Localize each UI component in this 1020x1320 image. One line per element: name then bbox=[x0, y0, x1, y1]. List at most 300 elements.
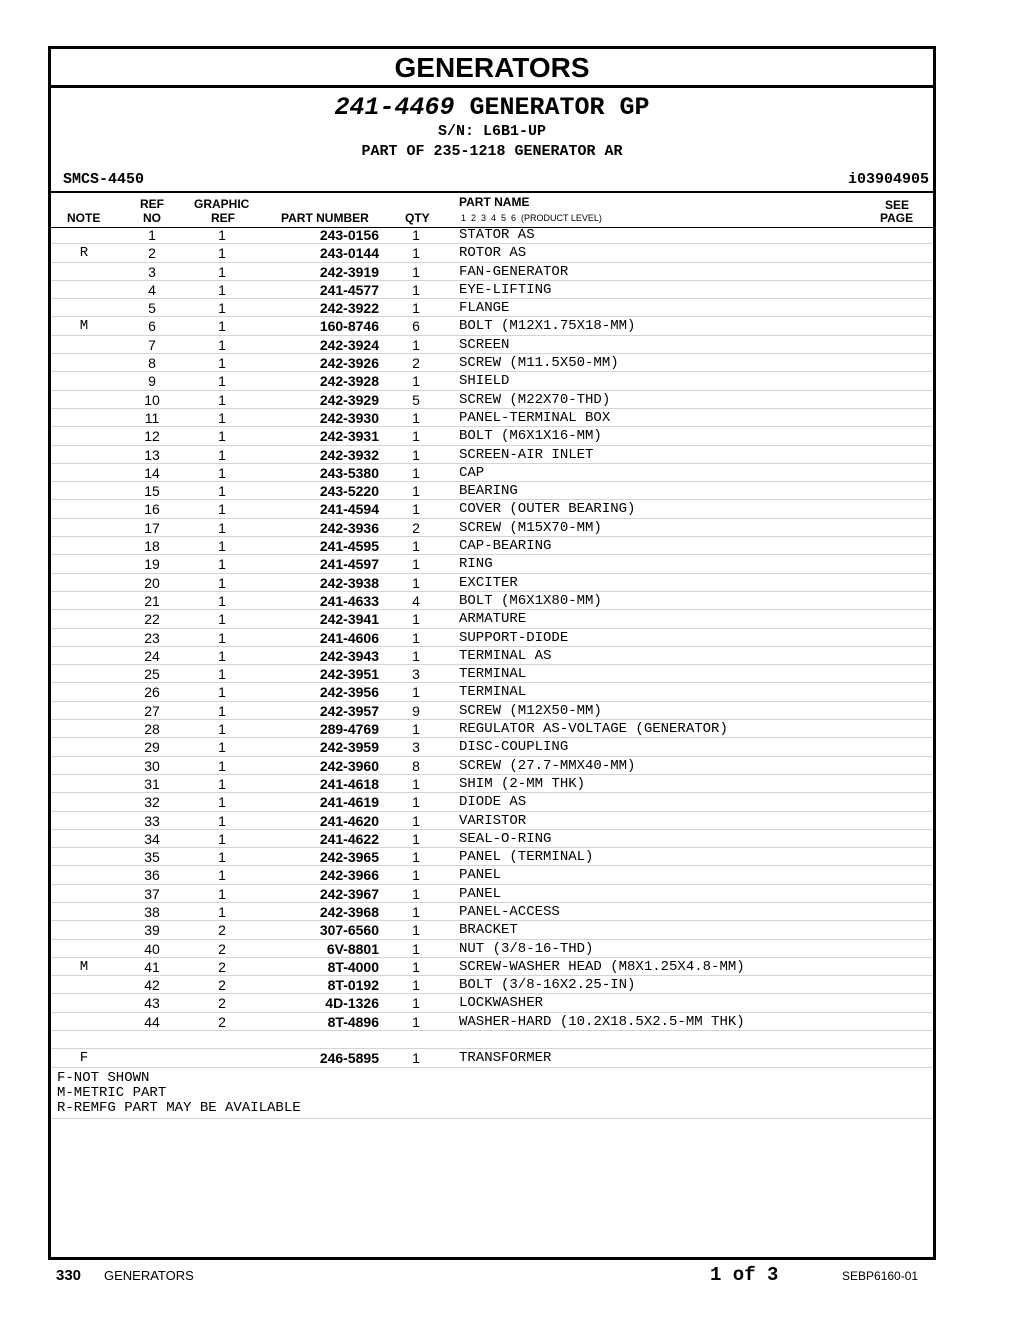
ref-no-cell: 8 bbox=[148, 355, 156, 372]
part-number-cell: 243-5380 bbox=[319, 464, 379, 481]
qty-cell: 1 bbox=[412, 977, 420, 994]
ref-no-cell: 9 bbox=[148, 373, 156, 390]
qty-cell: 1 bbox=[412, 885, 420, 902]
qty-cell: 1 bbox=[412, 464, 420, 481]
graphic-ref-cell: 1 bbox=[218, 519, 226, 536]
qty-cell: 1 bbox=[412, 409, 420, 426]
qty-cell: 1 bbox=[412, 538, 420, 555]
graphic-ref-cell: 1 bbox=[218, 227, 226, 243]
qty-cell: 1 bbox=[412, 958, 420, 975]
document-identifier: i03904905 bbox=[847, 171, 929, 188]
part-number-cell: 8T-0192 bbox=[327, 977, 379, 994]
table-row bbox=[51, 519, 933, 537]
part-number-cell: 242-3931 bbox=[319, 428, 379, 445]
ref-no-cell: 18 bbox=[144, 538, 160, 555]
qty-cell: 1 bbox=[412, 775, 420, 792]
qty-cell: 1 bbox=[412, 684, 420, 701]
ref-no-cell: 14 bbox=[144, 464, 160, 481]
table-row bbox=[51, 812, 933, 830]
qty-cell: 1 bbox=[412, 245, 420, 262]
part-name-cell: TERMINAL AS bbox=[459, 647, 552, 664]
header-see-top: SEE bbox=[885, 198, 910, 212]
graphic-ref-cell: 2 bbox=[218, 958, 226, 975]
table-row bbox=[51, 940, 933, 958]
part-number-cell: 242-3941 bbox=[319, 611, 379, 628]
part-number-cell: 6V-8801 bbox=[326, 940, 379, 957]
ref-no-cell: 29 bbox=[144, 739, 160, 756]
table-row bbox=[51, 427, 933, 445]
ref-no-cell: 39 bbox=[144, 922, 160, 939]
part-name-cell: EXCITER bbox=[459, 574, 518, 591]
part-number-cell: 8T-4000 bbox=[327, 958, 379, 975]
part-name-cell: LOCKWASHER bbox=[459, 995, 544, 1012]
qty-cell: 1 bbox=[412, 446, 420, 463]
part-name-cell: SCREEN bbox=[459, 336, 510, 353]
ref-no-cell: 10 bbox=[144, 391, 160, 408]
part-name-cell: DIODE AS bbox=[459, 794, 527, 811]
graphic-ref-cell: 1 bbox=[218, 739, 226, 756]
part-name-cell: SCREW (M12X50-MM) bbox=[459, 702, 602, 719]
graphic-ref-cell: 1 bbox=[218, 501, 226, 518]
part-number-cell: 242-3965 bbox=[319, 849, 379, 866]
part-name-cell: FLANGE bbox=[459, 300, 510, 317]
page-frame bbox=[48, 46, 936, 1260]
part-name-cell: SCREW (M15X70-MM) bbox=[459, 519, 602, 536]
ref-no-cell: 4 bbox=[148, 281, 156, 298]
part-number-cell: 241-4620 bbox=[319, 812, 379, 829]
part-name-cell: ROTOR AS bbox=[459, 245, 527, 262]
part-number-cell: 242-3922 bbox=[319, 300, 379, 317]
graphic-ref-cell: 1 bbox=[218, 245, 226, 262]
ref-no-cell: 13 bbox=[144, 446, 160, 463]
header-ref-top: REF bbox=[140, 197, 164, 211]
part-name-cell: FAN-GENERATOR bbox=[459, 263, 569, 280]
group-part-number: 241-4469 bbox=[334, 93, 455, 122]
ref-no-cell: 20 bbox=[144, 574, 160, 591]
notes-legend bbox=[51, 1068, 933, 1119]
graphic-ref-cell: 2 bbox=[218, 995, 226, 1012]
part-name-cell: WASHER-HARD (10.2X18.5X2.5-MM THK) bbox=[459, 1013, 745, 1030]
qty-cell: 1 bbox=[412, 501, 420, 518]
part-number-cell: 241-4606 bbox=[319, 629, 379, 646]
ref-no-cell: 32 bbox=[144, 794, 160, 811]
header-part-name: PART NAME bbox=[459, 195, 530, 209]
qty-cell: 1 bbox=[412, 629, 420, 646]
graphic-ref-cell: 2 bbox=[218, 940, 226, 957]
header-product-level: 1 2 3 4 5 6 (PRODUCT LEVEL) bbox=[461, 213, 602, 223]
ref-no-cell: 7 bbox=[148, 336, 156, 353]
ref-no-cell: 33 bbox=[144, 812, 160, 829]
part-name-cell: COVER (OUTER BEARING) bbox=[459, 501, 636, 518]
ref-no-cell: 15 bbox=[144, 483, 160, 500]
note-cell: M bbox=[79, 958, 89, 975]
qty-cell: 1 bbox=[412, 1050, 420, 1067]
part-name-cell: CAP-BEARING bbox=[459, 538, 552, 555]
ref-no-cell: 11 bbox=[144, 409, 160, 426]
part-number-cell: 242-3924 bbox=[319, 336, 379, 353]
qty-cell: 1 bbox=[412, 1013, 420, 1030]
graphic-ref-cell: 1 bbox=[218, 556, 226, 573]
note-cell: M bbox=[79, 318, 89, 335]
part-name-cell: PANEL bbox=[459, 867, 502, 884]
part-name-cell: SUPPORT-DIODE bbox=[459, 629, 569, 646]
table-row bbox=[51, 555, 933, 573]
table-row bbox=[51, 976, 933, 994]
qty-cell: 1 bbox=[412, 300, 420, 317]
ref-no-cell: 30 bbox=[144, 757, 160, 774]
graphic-ref-cell: 1 bbox=[218, 483, 226, 500]
qty-cell: 1 bbox=[412, 483, 420, 500]
legend-item: F-NOT SHOWN bbox=[57, 1069, 150, 1086]
part-name-cell: VARISTOR bbox=[459, 812, 527, 829]
part-name-cell: BOLT (3/8-16X2.25-IN) bbox=[459, 977, 636, 994]
footer-page-of: 1 of 3 bbox=[710, 1264, 779, 1286]
part-name-cell: REGULATOR AS-VOLTAGE (GENERATOR) bbox=[459, 721, 728, 738]
qty-cell: 1 bbox=[412, 281, 420, 298]
graphic-ref-cell: 1 bbox=[218, 263, 226, 280]
part-name-cell: STATOR AS bbox=[459, 227, 535, 243]
part-name-cell: PANEL bbox=[459, 885, 502, 902]
note-cell: R bbox=[79, 245, 89, 262]
table-row bbox=[51, 702, 933, 720]
legend-item: M-METRIC PART bbox=[57, 1084, 167, 1101]
table-row bbox=[51, 409, 933, 427]
qty-cell: 5 bbox=[412, 391, 420, 408]
ref-no-cell: 26 bbox=[144, 684, 160, 701]
qty-cell: 1 bbox=[412, 227, 420, 243]
qty-cell: 8 bbox=[412, 757, 420, 774]
part-number-cell: 289-4769 bbox=[319, 721, 379, 738]
part-name-cell: SHIELD bbox=[459, 373, 510, 390]
footer-doc-number: SEBP6160-01 bbox=[842, 1269, 919, 1283]
table-row bbox=[51, 757, 933, 775]
ref-no-cell: 5 bbox=[148, 300, 156, 317]
part-number-cell: 241-4595 bbox=[319, 538, 379, 555]
part-number-cell: 242-3928 bbox=[319, 373, 379, 390]
part-name-cell: CAP bbox=[459, 464, 485, 481]
part-name-cell: PANEL (TERMINAL) bbox=[459, 849, 594, 866]
qty-cell: 1 bbox=[412, 830, 420, 847]
part-number-cell: 242-3932 bbox=[319, 446, 379, 463]
table-row bbox=[51, 775, 933, 793]
ref-no-cell: 34 bbox=[144, 830, 160, 847]
graphic-ref-cell: 2 bbox=[218, 977, 226, 994]
graphic-ref-cell: 1 bbox=[218, 757, 226, 774]
part-name-cell: SEAL-O-RING bbox=[459, 830, 552, 847]
table-row bbox=[51, 885, 933, 903]
part-name-cell: SCREW (M11.5X50-MM) bbox=[459, 355, 619, 372]
part-number-cell: 241-4622 bbox=[319, 830, 379, 847]
part-name-cell: RING bbox=[459, 556, 493, 573]
table-row bbox=[51, 866, 933, 884]
table-row bbox=[51, 244, 933, 262]
qty-cell: 1 bbox=[412, 721, 420, 738]
qty-cell: 1 bbox=[412, 849, 420, 866]
table-row bbox=[51, 336, 933, 354]
table-row bbox=[51, 629, 933, 647]
graphic-ref-cell: 1 bbox=[218, 629, 226, 646]
table-row bbox=[51, 683, 933, 701]
table-row bbox=[51, 958, 933, 976]
ref-no-cell: 37 bbox=[144, 885, 160, 902]
graphic-ref-cell: 2 bbox=[218, 922, 226, 939]
graphic-ref-cell: 1 bbox=[218, 775, 226, 792]
graphic-ref-cell: 1 bbox=[218, 812, 226, 829]
table-row bbox=[51, 665, 933, 683]
qty-cell: 2 bbox=[412, 519, 420, 536]
table-row bbox=[51, 1049, 933, 1067]
part-number-cell: 241-4594 bbox=[319, 501, 379, 518]
parts-list bbox=[51, 226, 933, 1119]
table-row bbox=[51, 738, 933, 756]
qty-cell: 1 bbox=[412, 940, 420, 957]
qty-cell: 2 bbox=[412, 355, 420, 372]
part-number-cell: 242-3926 bbox=[319, 355, 379, 372]
part-number-cell: 242-3957 bbox=[319, 702, 379, 719]
table-row bbox=[51, 317, 933, 335]
table-row bbox=[51, 464, 933, 482]
part-number-cell: 307-6560 bbox=[319, 922, 379, 939]
table-row bbox=[51, 921, 933, 939]
graphic-ref-cell: 1 bbox=[218, 355, 226, 372]
group-name: GENERATOR GP bbox=[469, 93, 650, 122]
qty-cell: 1 bbox=[412, 263, 420, 280]
ref-no-cell: 43 bbox=[144, 995, 160, 1012]
part-number-cell: 242-3929 bbox=[319, 391, 379, 408]
graphic-ref-cell: 1 bbox=[218, 885, 226, 902]
table-row bbox=[51, 299, 933, 317]
part-number-cell: 242-3938 bbox=[319, 574, 379, 591]
graphic-ref-cell: 1 bbox=[218, 538, 226, 555]
ref-no-cell: 1 bbox=[148, 227, 156, 243]
ref-no-cell: 25 bbox=[144, 666, 160, 683]
ref-no-cell: 44 bbox=[144, 1013, 160, 1030]
graphic-ref-cell: 2 bbox=[218, 1013, 226, 1030]
table-row bbox=[51, 647, 933, 665]
qty-cell: 1 bbox=[412, 922, 420, 939]
table-row bbox=[51, 720, 933, 738]
qty-cell: 3 bbox=[412, 739, 420, 756]
table-row bbox=[51, 1031, 933, 1049]
qty-cell: 1 bbox=[412, 574, 420, 591]
part-number-cell: 242-3959 bbox=[319, 739, 379, 756]
part-name-cell: SCREEN-AIR INLET bbox=[459, 446, 594, 463]
part-number-cell: 243-0156 bbox=[319, 227, 379, 243]
header-part-number: PART NUMBER bbox=[281, 211, 369, 225]
part-number-cell: 242-3943 bbox=[319, 647, 379, 664]
table-row bbox=[51, 848, 933, 866]
ref-no-cell: 27 bbox=[144, 702, 160, 719]
header-graphic-bottom: REF bbox=[211, 211, 235, 225]
part-number-cell: 8T-4896 bbox=[327, 1013, 379, 1030]
serial-number: S/N: L6B1-UP bbox=[437, 123, 547, 140]
footer-section: GENERATORS bbox=[104, 1268, 194, 1283]
qty-cell: 9 bbox=[412, 702, 420, 719]
part-number-cell: 241-4618 bbox=[319, 775, 379, 792]
qty-cell: 1 bbox=[412, 336, 420, 353]
table-row bbox=[51, 500, 933, 518]
part-name-cell: DISC-COUPLING bbox=[459, 739, 569, 756]
part-number-cell: 243-0144 bbox=[319, 245, 379, 262]
part-number-cell: 243-5220 bbox=[319, 483, 379, 500]
table-row bbox=[51, 226, 933, 244]
part-name-cell: PANEL-TERMINAL BOX bbox=[459, 409, 611, 426]
graphic-ref-cell: 1 bbox=[218, 849, 226, 866]
ref-no-cell: 24 bbox=[144, 647, 160, 664]
part-name-cell: BRACKET bbox=[459, 922, 518, 939]
table-row bbox=[51, 482, 933, 500]
ref-no-cell: 36 bbox=[144, 867, 160, 884]
part-number-cell: 241-4619 bbox=[319, 794, 379, 811]
graphic-ref-cell: 1 bbox=[218, 300, 226, 317]
part-number-cell: 4D-1326 bbox=[325, 995, 379, 1012]
table-row bbox=[51, 903, 933, 921]
graphic-ref-cell: 1 bbox=[218, 281, 226, 298]
part-name-cell: TRANSFORMER bbox=[459, 1050, 552, 1067]
part-name-cell: BEARING bbox=[459, 483, 518, 500]
table-row bbox=[51, 372, 933, 390]
ref-no-cell: 22 bbox=[144, 611, 160, 628]
part-name-cell: SCREW (M22X70-THD) bbox=[459, 391, 611, 408]
table-row bbox=[51, 574, 933, 592]
ref-no-cell: 40 bbox=[144, 940, 160, 957]
qty-cell: 1 bbox=[412, 647, 420, 664]
part-number-cell: 242-3951 bbox=[319, 666, 379, 683]
qty-cell: 1 bbox=[412, 903, 420, 920]
qty-cell: 1 bbox=[412, 428, 420, 445]
part-number-cell: 242-3966 bbox=[319, 867, 379, 884]
table-row bbox=[51, 830, 933, 848]
graphic-ref-cell: 1 bbox=[218, 409, 226, 426]
table-row bbox=[51, 1013, 933, 1031]
ref-no-cell: 38 bbox=[144, 903, 160, 920]
ref-no-cell: 23 bbox=[144, 629, 160, 646]
graphic-ref-cell: 1 bbox=[218, 391, 226, 408]
part-number-cell: 241-4597 bbox=[319, 556, 379, 573]
graphic-ref-cell: 1 bbox=[218, 318, 226, 335]
part-number-cell: 241-4633 bbox=[319, 592, 379, 609]
ref-no-cell: 35 bbox=[144, 849, 160, 866]
part-number-cell: 160-8746 bbox=[319, 318, 379, 335]
note-cell: F bbox=[79, 1050, 89, 1067]
footer-page-number: 330 bbox=[56, 1267, 82, 1284]
header-ref-bottom: NO bbox=[143, 211, 161, 225]
part-name-cell: BOLT (M6X1X80-MM) bbox=[459, 592, 602, 609]
table-row bbox=[51, 281, 933, 299]
qty-cell: 1 bbox=[412, 995, 420, 1012]
part-name-cell: BOLT (M6X1X16-MM) bbox=[459, 428, 602, 445]
qty-cell: 4 bbox=[412, 592, 420, 609]
smcs-code: SMCS-4450 bbox=[63, 171, 145, 188]
table-row bbox=[51, 592, 933, 610]
header-graphic-top: GRAPHIC bbox=[194, 197, 250, 211]
ref-no-cell: 31 bbox=[144, 775, 160, 792]
table-row bbox=[51, 354, 933, 372]
table-row bbox=[51, 446, 933, 464]
table-row bbox=[51, 537, 933, 555]
qty-cell: 6 bbox=[412, 318, 420, 335]
ref-no-cell: 17 bbox=[144, 519, 160, 536]
ref-no-cell: 6 bbox=[148, 318, 156, 335]
part-number-cell: 242-3968 bbox=[319, 903, 379, 920]
graphic-ref-cell: 1 bbox=[218, 647, 226, 664]
header-note: NOTE bbox=[67, 211, 101, 225]
table-row bbox=[51, 793, 933, 811]
part-name-cell: BOLT (M12X1.75X18-MM) bbox=[459, 318, 636, 335]
ref-no-cell: 12 bbox=[144, 428, 160, 445]
part-name-cell: PANEL-ACCESS bbox=[459, 903, 560, 920]
ref-no-cell: 19 bbox=[144, 556, 160, 573]
part-name-cell: SHIM (2-MM THK) bbox=[459, 775, 586, 792]
ref-no-cell: 41 bbox=[144, 958, 160, 975]
qty-cell: 1 bbox=[412, 373, 420, 390]
table-row bbox=[51, 263, 933, 281]
table-header bbox=[51, 191, 933, 228]
part-name-cell: TERMINAL bbox=[459, 666, 527, 683]
graphic-ref-cell: 1 bbox=[218, 867, 226, 884]
part-number-cell: 242-3956 bbox=[319, 684, 379, 701]
graphic-ref-cell: 1 bbox=[218, 702, 226, 719]
part-name-cell: ARMATURE bbox=[459, 611, 527, 628]
table-row bbox=[51, 994, 933, 1012]
graphic-ref-cell: 1 bbox=[218, 428, 226, 445]
graphic-ref-cell: 1 bbox=[218, 446, 226, 463]
ref-no-cell: 2 bbox=[148, 245, 156, 262]
graphic-ref-cell: 1 bbox=[218, 611, 226, 628]
graphic-ref-cell: 1 bbox=[218, 830, 226, 847]
ref-no-cell: 3 bbox=[148, 263, 156, 280]
section-title: GENERATORS bbox=[51, 49, 933, 88]
legend-item: R-REMFG PART MAY BE AVAILABLE bbox=[57, 1099, 301, 1116]
group-title bbox=[51, 93, 933, 122]
part-number-cell: 246-5895 bbox=[319, 1050, 379, 1067]
part-of: PART OF 235-1218 GENERATOR AR bbox=[361, 143, 623, 160]
table-row bbox=[51, 610, 933, 628]
part-name-cell: TERMINAL bbox=[459, 684, 527, 701]
header-see-bottom: PAGE bbox=[880, 211, 914, 225]
graphic-ref-cell: 1 bbox=[218, 574, 226, 591]
part-name-cell: EYE-LIFTING bbox=[459, 281, 552, 298]
graphic-ref-cell: 1 bbox=[218, 464, 226, 481]
qty-cell: 1 bbox=[412, 867, 420, 884]
qty-cell: 1 bbox=[412, 611, 420, 628]
part-number-cell: 242-3967 bbox=[319, 885, 379, 902]
table-row bbox=[51, 391, 933, 409]
ref-no-cell: 28 bbox=[144, 721, 160, 738]
graphic-ref-cell: 1 bbox=[218, 592, 226, 609]
qty-cell: 1 bbox=[412, 794, 420, 811]
part-name-cell: SCREW-WASHER HEAD (M8X1.25X4.8-MM) bbox=[459, 958, 745, 975]
qty-cell: 3 bbox=[412, 666, 420, 683]
graphic-ref-cell: 1 bbox=[218, 666, 226, 683]
graphic-ref-cell: 1 bbox=[218, 903, 226, 920]
graphic-ref-cell: 1 bbox=[218, 336, 226, 353]
graphic-ref-cell: 1 bbox=[218, 684, 226, 701]
ref-no-cell: 42 bbox=[144, 977, 160, 994]
part-number-cell: 242-3919 bbox=[319, 263, 379, 280]
ref-no-cell: 21 bbox=[144, 592, 160, 609]
part-name-cell: SCREW (27.7-MMX40-MM) bbox=[459, 757, 636, 774]
ref-no-cell: 16 bbox=[144, 501, 160, 518]
part-name-cell: NUT (3/8-16-THD) bbox=[459, 940, 594, 957]
part-number-cell: 241-4577 bbox=[319, 281, 379, 298]
qty-cell: 1 bbox=[412, 812, 420, 829]
qty-cell: 1 bbox=[412, 556, 420, 573]
part-number-cell: 242-3936 bbox=[319, 519, 379, 536]
header-qty: QTY bbox=[405, 211, 430, 225]
graphic-ref-cell: 1 bbox=[218, 373, 226, 390]
part-number-cell: 242-3960 bbox=[319, 757, 379, 774]
